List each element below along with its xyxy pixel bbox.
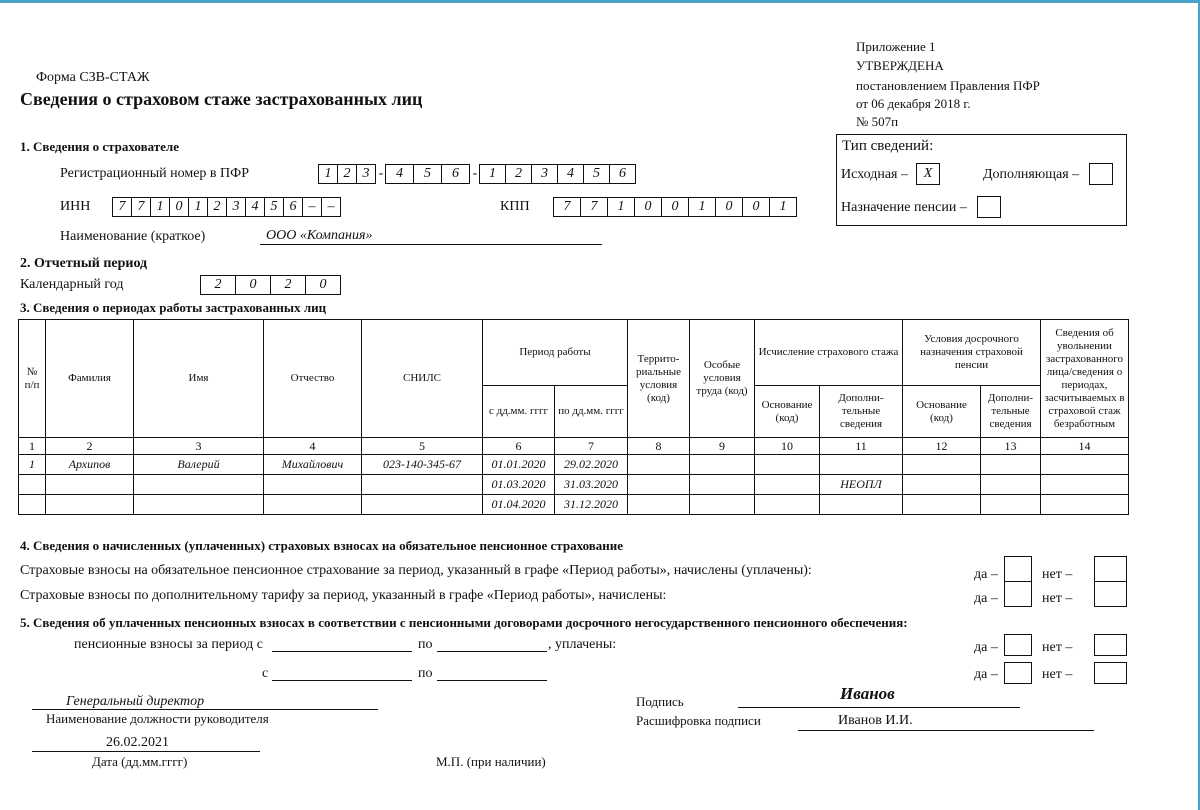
table-cell[interactable]: 31.03.2020 <box>555 475 628 495</box>
table-cell[interactable] <box>46 475 134 495</box>
column-numbers-row <box>19 438 1129 455</box>
table-cell[interactable] <box>690 455 755 475</box>
header-calc: Исчисление страхового стажа <box>755 320 903 386</box>
sign-label: Подпись <box>636 694 684 709</box>
s5-no-label: нет – <box>1042 667 1073 682</box>
column-number: 13 <box>981 438 1041 455</box>
section1-title: 1. Сведения о страхователе <box>20 139 179 154</box>
table-cell[interactable]: 023-140-345-67 <box>362 455 483 475</box>
table-cell[interactable] <box>134 475 264 495</box>
header-num: № п/п <box>19 320 46 438</box>
reg-number-field[interactable] <box>318 164 636 184</box>
table-cell[interactable] <box>134 495 264 515</box>
s5-line2-yes-checkbox[interactable] <box>1004 662 1032 684</box>
approval-line1: Приложение 1 <box>856 39 936 54</box>
header-snils: СНИЛС <box>362 320 483 438</box>
s5-line1-to-field[interactable] <box>437 651 547 652</box>
s5-line2-prefix: с <box>262 666 269 681</box>
inn-field[interactable] <box>112 197 341 217</box>
kpp-digit: 0 <box>715 197 743 217</box>
short-name-value[interactable]: ООО «Компания» <box>266 228 373 243</box>
year-field[interactable] <box>200 275 341 295</box>
year-label: Календарный год <box>20 277 124 292</box>
stamp-label: М.П. (при наличии) <box>436 754 546 769</box>
reg-digit: 2 <box>505 164 532 184</box>
inn-digit: 3 <box>226 197 246 217</box>
column-number: 10 <box>755 438 820 455</box>
s5-no-label: нет – <box>1042 640 1073 655</box>
column-number: 11 <box>820 438 903 455</box>
table-cell[interactable]: Михайлович <box>264 455 362 475</box>
header-early-extra: Дополни-тельные сведения <box>981 386 1041 438</box>
work-periods-table <box>18 319 1129 515</box>
s4-line1-no-checkbox[interactable] <box>1094 556 1127 582</box>
inn-label: ИНН <box>60 199 91 214</box>
info-type-pension-label: Назначение пенсии – <box>841 200 967 215</box>
reg-digit: 2 <box>337 164 357 184</box>
s5-yes-label: да – <box>974 640 998 655</box>
s5-line2-mid: по <box>418 666 433 681</box>
approval-line3: постановлением Правления ПФР <box>856 78 1040 93</box>
year-digit: 0 <box>235 275 271 295</box>
signature-value[interactable]: Иванов <box>840 684 895 703</box>
section4-line1: Страховые взносы на обязательное пенсионное страхование за период, указанный в графе «Период работы», начислены (уплачены): <box>20 563 812 578</box>
s4-no-label: нет – <box>1042 567 1073 582</box>
table-cell[interactable] <box>690 495 755 515</box>
reg-digit: 4 <box>557 164 584 184</box>
reg-separator: - <box>378 166 384 181</box>
header-patronymic: Отчество <box>264 320 362 438</box>
date-value[interactable]: 26.02.2021 <box>106 735 169 750</box>
header-special: Особые условия труда (код) <box>690 320 755 438</box>
kpp-digit: 1 <box>769 197 797 217</box>
inn-digit: 7 <box>112 197 132 217</box>
header-dismissal: Сведения об увольнении застрахованного лица/сведения о периодах, засчитываемых в страховой стаж безработным <box>1041 320 1129 438</box>
s5-yes-label: да – <box>974 667 998 682</box>
inn-digit: 7 <box>131 197 151 217</box>
position-underline <box>32 709 378 710</box>
reg-digit: 3 <box>356 164 376 184</box>
table-cell[interactable] <box>981 455 1041 475</box>
page-title: Сведения о страховом стаже застрахованных лиц <box>20 89 423 109</box>
table-cell[interactable]: 01.04.2020 <box>483 495 555 515</box>
kpp-digit: 1 <box>607 197 635 217</box>
table-cell[interactable] <box>903 455 981 475</box>
table-cell[interactable] <box>903 495 981 515</box>
header-period: Период работы <box>483 320 628 386</box>
table-cell[interactable] <box>628 475 690 495</box>
table-cell[interactable] <box>1041 455 1129 475</box>
kpp-digit: 0 <box>742 197 770 217</box>
section5-title: 5. Сведения об уплаченных пенсионных взносах в соответствии с пенсионными договорами досрочного негосударственного пенсионного обеспечения: <box>20 615 908 630</box>
header-surname: Фамилия <box>46 320 134 438</box>
table-cell[interactable] <box>46 495 134 515</box>
table-cell[interactable] <box>820 455 903 475</box>
kpp-digit: 1 <box>688 197 716 217</box>
table-cell[interactable] <box>755 495 820 515</box>
info-type-supplement-checkbox[interactable] <box>1089 163 1113 185</box>
table-cell[interactable] <box>19 495 46 515</box>
section4-line2: Страховые взносы по дополнительному тарифу за период, указанный в графе «Период работы», начислены: <box>20 588 667 603</box>
table-cell[interactable] <box>820 495 903 515</box>
inn-digit: 1 <box>150 197 170 217</box>
table-cell[interactable] <box>264 495 362 515</box>
reg-digit: 1 <box>318 164 338 184</box>
approval-line5: № 507п <box>856 114 899 129</box>
info-type-header: Тип сведений: <box>842 138 934 154</box>
column-number: 14 <box>1041 438 1129 455</box>
column-number: 1 <box>19 438 46 455</box>
top-border <box>0 0 1200 3</box>
reg-digit: 1 <box>479 164 506 184</box>
header-territorial: Террито-риальные условия (код) <box>628 320 690 438</box>
short-name-label: Наименование (краткое) <box>60 229 206 244</box>
table-cell[interactable] <box>755 455 820 475</box>
s4-yes-label: да – <box>974 567 998 582</box>
approval-line2: УТВЕРЖДЕНА <box>856 58 944 73</box>
decode-label: Расшифровка подписи <box>636 713 761 728</box>
approval-line4: от 06 декабря 2018 г. <box>856 96 971 111</box>
kpp-digit: 7 <box>553 197 581 217</box>
info-type-pension-checkbox[interactable] <box>977 196 1001 218</box>
section4-title: 4. Сведения о начисленных (уплаченных) страховых взносах на обязательное пенсионное страхование <box>20 538 624 553</box>
table-cell[interactable]: 31.12.2020 <box>555 495 628 515</box>
s4-yes-label: да – <box>974 591 998 606</box>
inn-digit: – <box>302 197 322 217</box>
inn-digit: 0 <box>169 197 189 217</box>
position-value[interactable]: Генеральный директор <box>66 694 205 709</box>
date-underline <box>32 751 260 752</box>
s5-line2-from-field[interactable] <box>272 680 412 681</box>
header-calc-extra: Дополни-тельные сведения <box>820 386 903 438</box>
info-type-supplement-label: Дополняющая – <box>983 167 1080 182</box>
info-type-original-checkbox[interactable]: X <box>916 163 940 185</box>
position-label: Наименование должности руководителя <box>46 711 269 726</box>
s4-line2-yes-checkbox[interactable] <box>1004 581 1032 607</box>
reg-digit: 5 <box>583 164 610 184</box>
s5-line2-to-field[interactable] <box>437 680 547 681</box>
column-number: 12 <box>903 438 981 455</box>
decode-value[interactable]: Иванов И.И. <box>838 713 913 728</box>
s4-no-label: нет – <box>1042 591 1073 606</box>
table-cell[interactable] <box>362 475 483 495</box>
kpp-label: КПП <box>500 199 530 214</box>
table-row <box>19 455 1129 475</box>
reg-separator: - <box>472 166 478 181</box>
table-cell[interactable] <box>19 475 46 495</box>
decode-underline <box>798 730 1094 731</box>
table-cell[interactable]: 29.02.2020 <box>555 455 628 475</box>
year-digit: 2 <box>270 275 306 295</box>
table-row <box>19 495 1129 515</box>
table-cell[interactable] <box>264 475 362 495</box>
s4-line2-no-checkbox[interactable] <box>1094 581 1127 607</box>
header-period-to: по дд.мм. гггг <box>555 386 628 438</box>
column-number: 6 <box>483 438 555 455</box>
inn-digit: 5 <box>264 197 284 217</box>
reg-digit: 5 <box>413 164 442 184</box>
info-type-original-label: Исходная – <box>841 167 908 182</box>
column-number: 3 <box>134 438 264 455</box>
column-number: 4 <box>264 438 362 455</box>
inn-digit: 1 <box>188 197 208 217</box>
table-cell[interactable]: 01.03.2020 <box>483 475 555 495</box>
header-early-basis: Основание (код) <box>903 386 981 438</box>
table-cell[interactable] <box>755 475 820 495</box>
inn-digit: 6 <box>283 197 303 217</box>
table-cell[interactable] <box>981 495 1041 515</box>
s5-line1-from-field[interactable] <box>272 651 412 652</box>
column-number: 5 <box>362 438 483 455</box>
table-cell[interactable]: Архипов <box>46 455 134 475</box>
s5-line1-mid: по <box>418 637 433 652</box>
inn-digit: 4 <box>245 197 265 217</box>
column-number: 9 <box>690 438 755 455</box>
table-cell[interactable] <box>690 475 755 495</box>
short-name-underline <box>260 244 602 245</box>
table-cell[interactable] <box>903 475 981 495</box>
year-digit: 0 <box>305 275 341 295</box>
inn-digit: – <box>321 197 341 217</box>
reg-digit: 6 <box>441 164 470 184</box>
kpp-digit: 7 <box>580 197 608 217</box>
reg-number-label: Регистрационный номер в ПФР <box>60 166 249 181</box>
header-period-from: с дд.мм. гггг <box>483 386 555 438</box>
year-digit: 2 <box>200 275 236 295</box>
kpp-field[interactable] <box>553 197 797 217</box>
reg-digit: 4 <box>385 164 414 184</box>
date-label: Дата (дд.мм.гггг) <box>92 754 188 769</box>
table-cell[interactable] <box>628 495 690 515</box>
s5-line1-no-checkbox[interactable] <box>1094 634 1127 656</box>
kpp-digit: 0 <box>661 197 689 217</box>
s5-line1-yes-checkbox[interactable] <box>1004 634 1032 656</box>
table-cell[interactable] <box>1041 495 1129 515</box>
table-cell[interactable] <box>362 495 483 515</box>
table-cell[interactable] <box>1041 475 1129 495</box>
s5-line2-no-checkbox[interactable] <box>1094 662 1127 684</box>
table-cell[interactable] <box>981 475 1041 495</box>
column-number: 8 <box>628 438 690 455</box>
header-early: Условия досрочного назначения страховой пенсии <box>903 320 1041 386</box>
s5-line1-suffix: , уплачены: <box>548 637 617 652</box>
table-cell[interactable]: 01.01.2020 <box>483 455 555 475</box>
header-calc-basis: Основание (код) <box>755 386 820 438</box>
table-cell[interactable] <box>628 455 690 475</box>
inn-digit: 2 <box>207 197 227 217</box>
table-cell[interactable]: 1 <box>19 455 46 475</box>
section2-title: 2. Отчетный период <box>20 256 148 271</box>
s5-line1-prefix: пенсионные взносы за период с <box>74 637 263 652</box>
reg-digit: 3 <box>531 164 558 184</box>
column-number: 7 <box>555 438 628 455</box>
s4-line1-yes-checkbox[interactable] <box>1004 556 1032 582</box>
table-row <box>19 475 1129 495</box>
form-code: Форма СЗВ-СТАЖ <box>36 70 150 85</box>
kpp-digit: 0 <box>634 197 662 217</box>
table-cell[interactable]: НЕОПЛ <box>820 475 903 495</box>
section3-title: 3. Сведения о периодах работы застрахованных лиц <box>20 300 327 315</box>
header-name: Имя <box>134 320 264 438</box>
table-cell[interactable]: Валерий <box>134 455 264 475</box>
reg-digit: 6 <box>609 164 636 184</box>
signature-underline <box>738 707 1020 708</box>
column-number: 2 <box>46 438 134 455</box>
